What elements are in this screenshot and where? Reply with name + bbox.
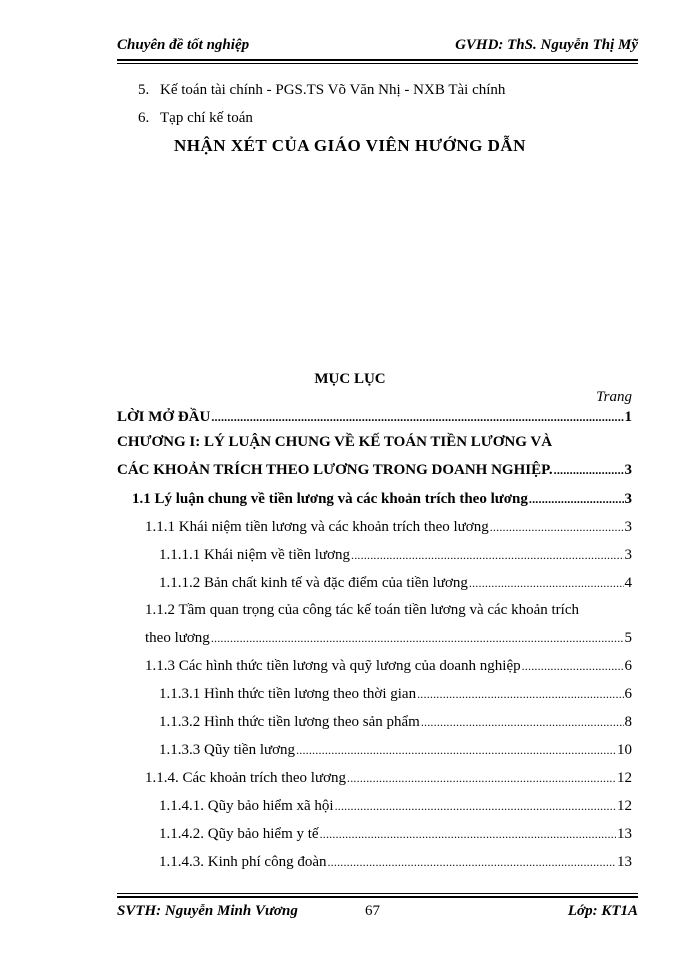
toc-entry-text: 1.1.4. Các khoản trích theo lương [145, 770, 347, 786]
toc-entry [159, 854, 632, 871]
toc-entry-page: 3 [624, 491, 632, 507]
toc-entry-page: 12 [617, 770, 632, 786]
toc-entry [159, 547, 632, 564]
toc-leader [554, 463, 624, 478]
toc-entry [132, 491, 632, 508]
toc-entry [159, 826, 632, 843]
footer-right: Lớp: KT1A [567, 903, 638, 919]
toc-entry-text: CÁC KHOẢN TRÍCH THEO LƯƠNG TRONG DOANH NGHIỆP. [117, 462, 553, 478]
toc-leader [529, 492, 624, 507]
toc-entry-page: 6 [624, 658, 632, 674]
toc-entry [159, 798, 632, 815]
toc-page-label: Trang [596, 389, 632, 405]
toc-entry [159, 714, 632, 731]
toc-leader [296, 743, 616, 758]
toc-entry [159, 686, 632, 703]
toc-entry [145, 770, 632, 787]
toc-entry-text: 1.1.3.2 Hình thức tiền lương theo sản phẩm [159, 714, 420, 730]
footer-left: SVTH: Nguyễn Minh Vương [117, 903, 298, 919]
toc-leader [490, 520, 624, 535]
toc-entry-page: 1 [624, 409, 632, 425]
toc-entry-text: 1.1.2 Tầm quan trọng của công tác kế toán tiền lương và các khoản trích [145, 602, 579, 618]
toc-entry [117, 409, 632, 426]
toc-entry-page: 13 [617, 854, 632, 870]
toc-leader [522, 659, 624, 674]
toc-leader [335, 799, 616, 814]
toc-leader [417, 687, 623, 702]
toc-entry-page: 3 [624, 547, 632, 563]
toc-entry [159, 575, 632, 592]
toc-leader [211, 410, 623, 425]
toc-entry-text: 1.1 Lý luận chung về tiền lương và các khoản trích theo lương [132, 491, 528, 507]
toc-title: MỤC LỤC [314, 371, 386, 387]
footer-page-number: 67 [365, 903, 380, 919]
toc-leader [211, 631, 624, 646]
toc-entry-page: 6 [624, 686, 632, 702]
toc-entry [117, 462, 632, 479]
toc-entry [159, 742, 632, 759]
review-title: NHẬN XÉT CỦA GIÁO VIÊN HƯỚNG DẪN [174, 136, 526, 155]
toc-entry-page: 12 [617, 798, 632, 814]
reference-item [138, 110, 253, 127]
toc-entry-text: 1.1.4.2. Qũy bảo hiểm y tế [159, 826, 319, 842]
toc-entry-text: 1.1.3 Các hình thức tiền lương và quỹ lương của doanh nghiệp [145, 658, 521, 674]
toc-entry-page: 3 [624, 462, 632, 478]
toc-entry-page: 10 [617, 742, 632, 758]
toc-entry-text: 1.1.3.1 Hình thức tiền lương theo thời gian [159, 686, 417, 702]
reference-text: Tạp chí kế toán [160, 110, 253, 126]
reference-item [138, 82, 505, 99]
toc-entry-text: 1.1.1 Khái niệm tiền lương và các khoản trích theo lương [145, 519, 489, 535]
toc-entry-text: 1.1.4.3. Kinh phí công đoàn [159, 854, 327, 870]
reference-number: 6. [138, 110, 150, 126]
footer-rule [117, 893, 638, 898]
toc-entry-page: 13 [617, 826, 632, 842]
toc-leader [351, 548, 623, 563]
reference-text: Kế toán tài chính - PGS.TS Võ Văn Nhị - NXB Tài chính [160, 82, 506, 98]
toc-entry-text: 1.1.1.1 Khái niệm về tiền lương [159, 547, 351, 563]
toc-leader [421, 715, 624, 730]
toc-leader [469, 576, 624, 591]
toc-entry-text: 1.1.3.3 Qũy tiền lương [159, 742, 296, 758]
toc-entry [145, 519, 632, 536]
header-rule [117, 59, 638, 64]
toc-entry-page: 5 [624, 630, 632, 646]
toc-leader [327, 855, 616, 870]
toc-entry-text: LỜI MỞ ĐẦU [117, 409, 211, 425]
toc-entry-text: CHƯƠNG I: LÝ LUẬN CHUNG VỀ KẾ TOÁN TIỀN LƯƠNG VÀ [117, 434, 553, 450]
toc-entry-page: 4 [624, 575, 632, 591]
header-right: GVHD: ThS. Nguyễn Thị Mỹ [455, 37, 638, 53]
toc-leader [347, 771, 616, 786]
toc-entry-text: 1.1.4.1. Qũy bảo hiểm xã hội [159, 798, 334, 814]
toc-entry [145, 630, 632, 647]
toc-entry-text: 1.1.1.2 Bản chất kinh tế và đặc điểm của tiền lương [159, 575, 468, 591]
toc-entry [145, 658, 632, 675]
toc-entry-page: 3 [624, 519, 632, 535]
toc-entry-page: 8 [624, 714, 632, 730]
toc-leader [320, 827, 616, 842]
reference-number: 5. [138, 82, 150, 98]
toc-entry-text: theo lương [145, 630, 210, 646]
header-left: Chuyên đề tốt nghiệp [117, 37, 250, 53]
